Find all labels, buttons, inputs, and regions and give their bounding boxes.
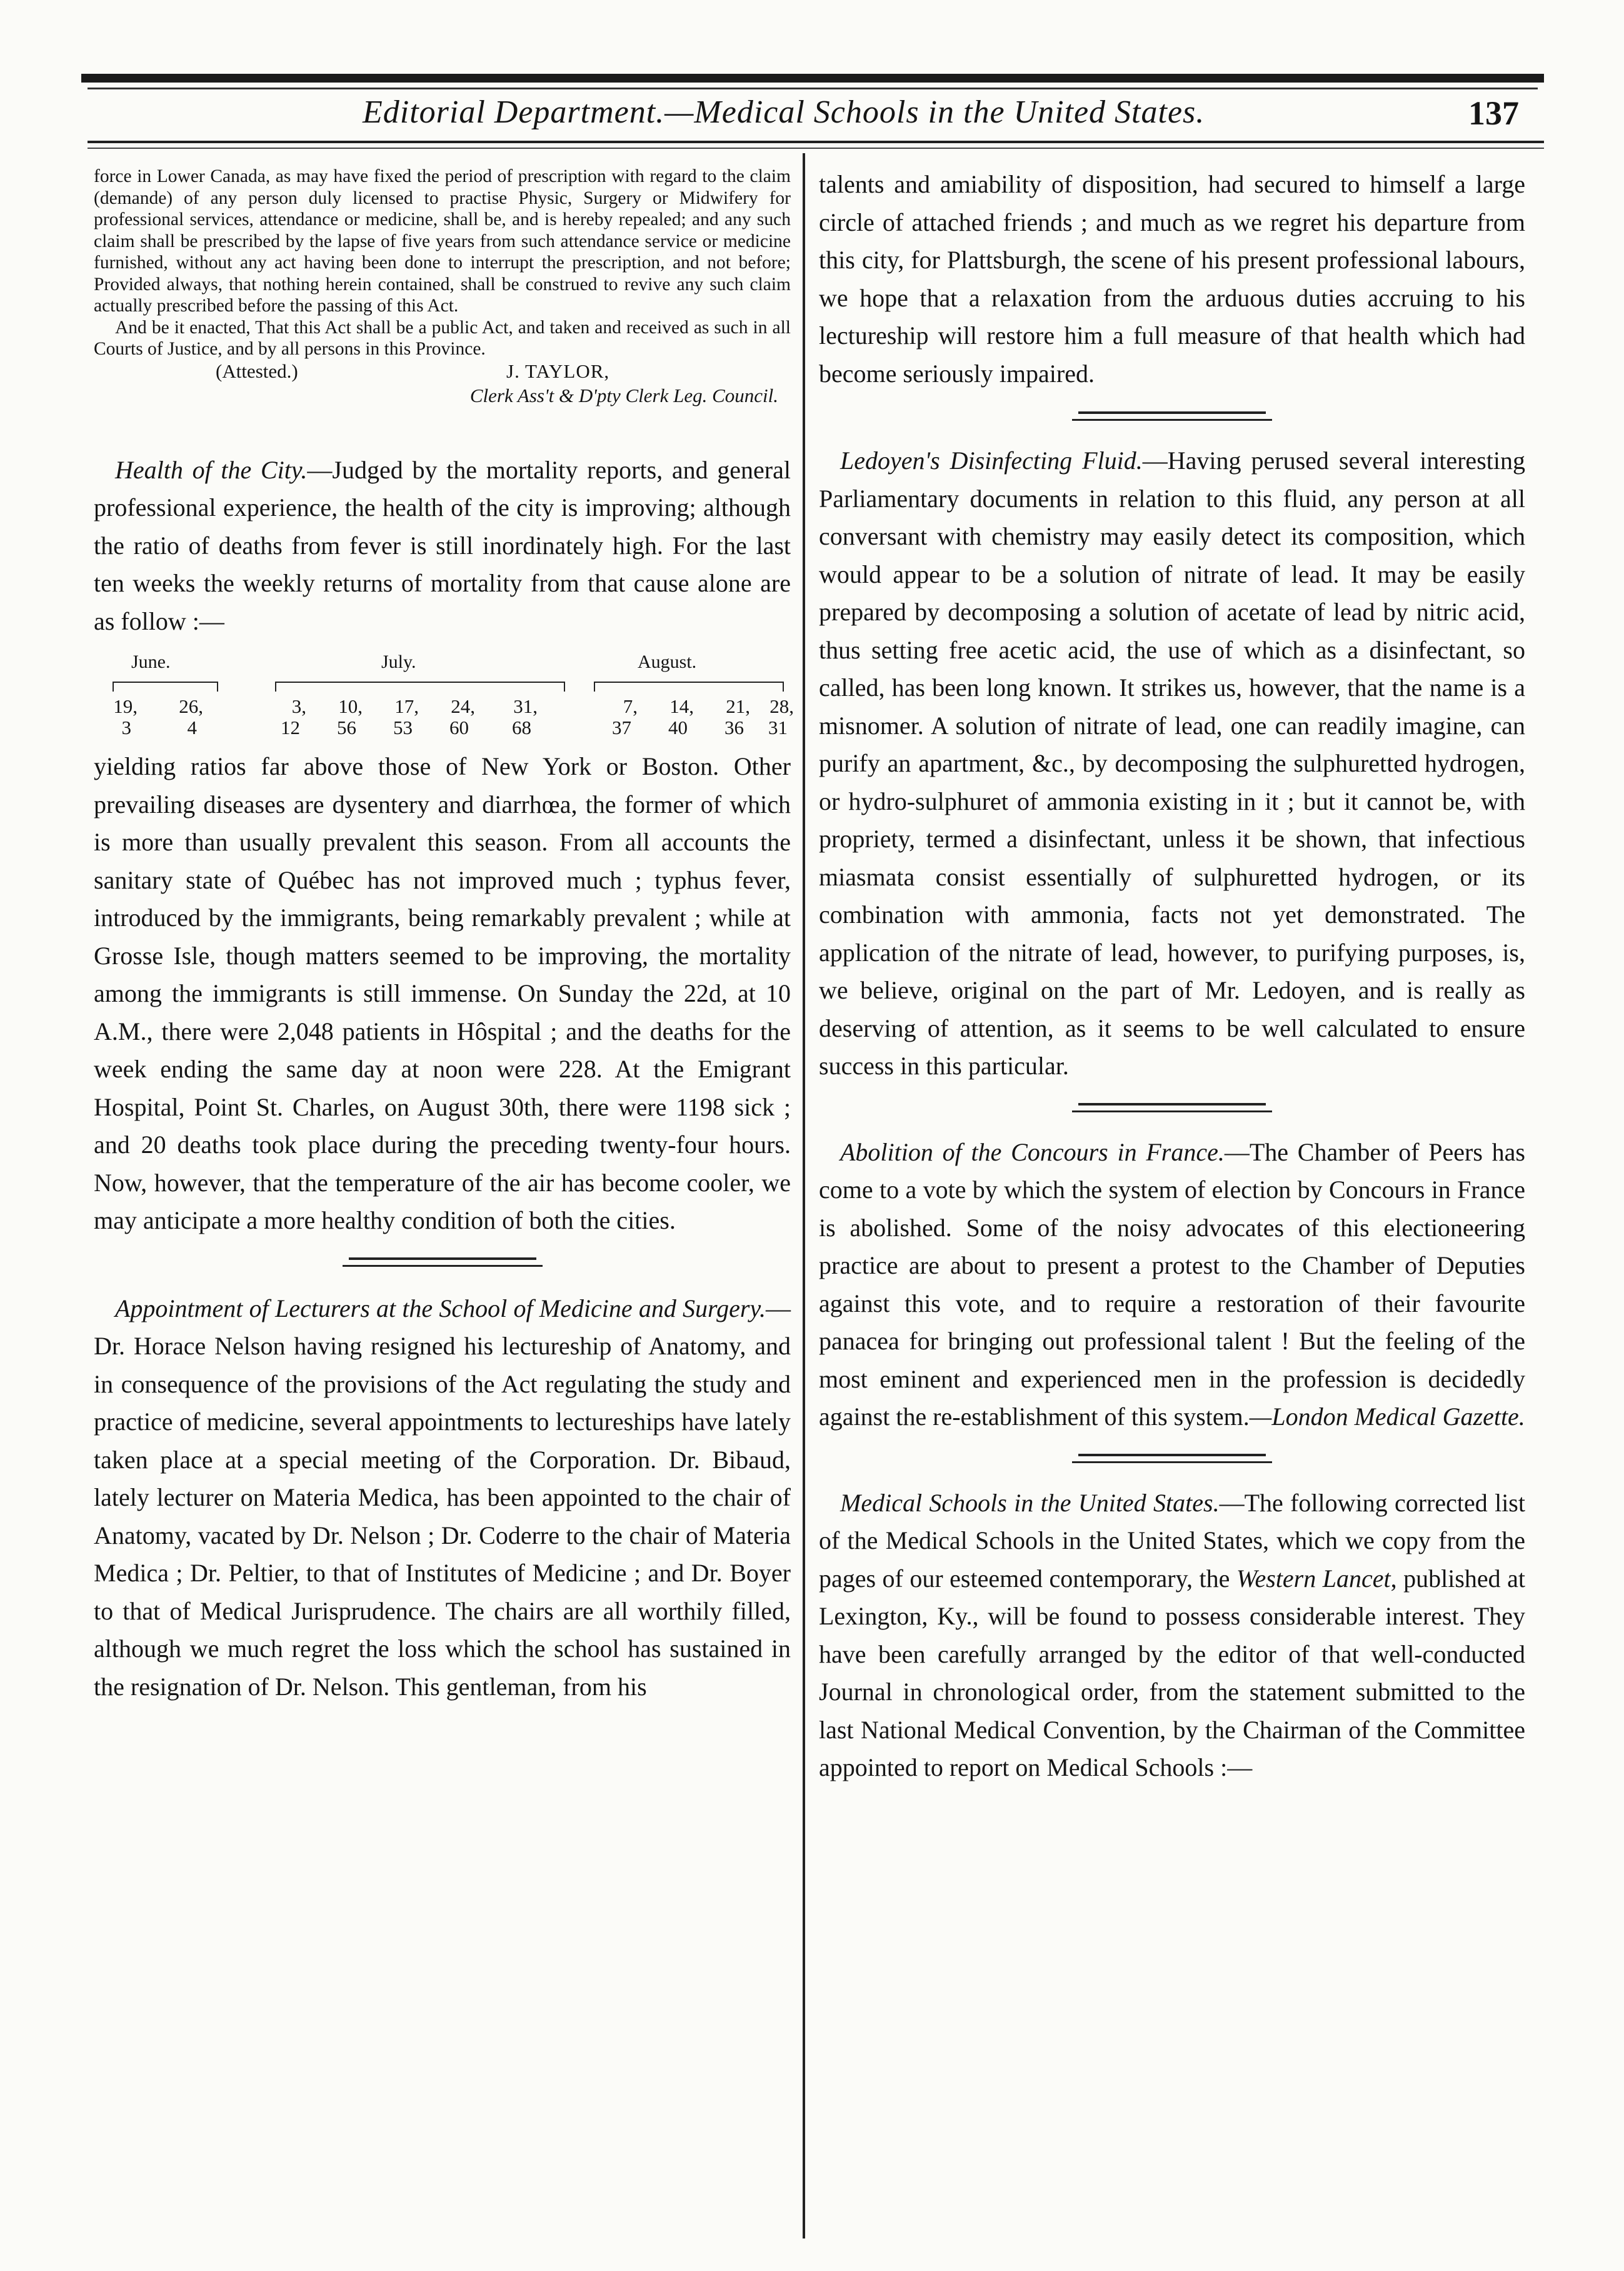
month-june: June. bbox=[131, 652, 171, 672]
mortality-deaths-cell: 4 bbox=[187, 717, 197, 738]
right-column bbox=[819, 166, 1525, 1787]
signatory-title: Clerk Ass't & D'pty Clerk Leg. Council. bbox=[469, 384, 778, 406]
page-number: 137 bbox=[1468, 94, 1519, 132]
mortality-deaths-cell: 31 bbox=[768, 717, 788, 738]
schools-text-end: , published at Lexington, Ky., will be found to possess considerable interest. They have been carefully arranged by the editor of that well-conducted Journal in chronological order, from the statement submitted to the last National Medical Convention, by the Chairman of the Committee appointed to report on Medical Schools :— bbox=[819, 1564, 1525, 1781]
mortality-deaths-cell: 36 bbox=[724, 717, 744, 738]
mortality-date-cell: 28, bbox=[769, 695, 794, 717]
mortality-date-cell: 21, bbox=[726, 695, 750, 717]
left-column bbox=[94, 166, 794, 1706]
header-rule-thin bbox=[88, 148, 1544, 149]
abolition-paragraph bbox=[819, 1134, 1525, 1436]
mortality-date-cell: 26, bbox=[179, 695, 203, 717]
appointment-heading: Appointment of Lecturers at the School of Medicine and Surgery. bbox=[115, 1294, 766, 1322]
schools-heading: Medical Schools in the United States. bbox=[840, 1488, 1220, 1517]
top-rule-thin bbox=[88, 88, 1538, 89]
mortality-deaths-cell: 3 bbox=[121, 717, 131, 738]
abolition-text: —The Chamber of Peers has come to a vote by which the system of election by Concours in France is abolished. Some of the noisy advocates of this electioneering practice are about to present a protest to the Chamber of Deputies against this vote, and to require a restoration of their favourite panacea for bringing out professional talent ! But the feeling of the most eminent and experienced men in the profession is decidedly against the re-establishment of this system. bbox=[819, 1137, 1525, 1431]
mortality-date-cell: 3, bbox=[291, 695, 306, 717]
mortality-date-cell: 31, bbox=[513, 695, 538, 717]
header-rule bbox=[88, 141, 1544, 143]
month-braces bbox=[94, 677, 791, 695]
mortality-table bbox=[94, 652, 794, 738]
mortality-dates-row bbox=[94, 695, 794, 717]
page-header bbox=[88, 94, 1544, 131]
health-intro: —Judged by the mortality reports, and general professional experience, the health of the city is improving; although the ratio of deaths from fever is still inordinately high. For the last ten weeks the weekly returns of mortality from that cause alone are as follow :— bbox=[94, 455, 791, 635]
column-divider bbox=[803, 153, 805, 2238]
mortality-deaths-cell: 37 bbox=[612, 717, 631, 738]
mortality-deaths-cell: 60 bbox=[449, 717, 469, 738]
act-continuation: force in Lower Canada, as may have fixed the period of prescription with regard to the claim (demande) of any person duly licensed to practise Physic, Surgery or Midwifery for professional services, attendance or medicine, shall be, and is hereby repealed; and any such claim shall be prescribed by the lapse of five years from such attendance service or medicine furnished, without any act having been done to interrupt the prescription, and not before; Provided always, that nothing herein contained, shall be construed to revive any such claim actually prescribed before the passing of this Act. bbox=[94, 166, 791, 316]
mortality-date-cell: 7, bbox=[623, 695, 638, 717]
mortality-date-cell: 19, bbox=[113, 695, 138, 717]
section-separator bbox=[1078, 411, 1266, 414]
signatory-name: J. TAYLOR, bbox=[506, 360, 610, 382]
mortality-deaths-cell: 53 bbox=[393, 717, 413, 738]
brace-august bbox=[594, 682, 784, 692]
brace-june bbox=[113, 682, 218, 692]
mortality-date-cell: 24, bbox=[451, 695, 475, 717]
section-separator bbox=[1078, 1454, 1266, 1456]
appointment-paragraph bbox=[94, 1290, 791, 1706]
month-july: July. bbox=[381, 652, 416, 672]
health-of-city-paragraph bbox=[94, 451, 791, 641]
brace-july bbox=[275, 682, 565, 692]
mortality-date-cell: 10, bbox=[338, 695, 363, 717]
running-head: Editorial Department.—Medical Schools in the United States. bbox=[363, 94, 1205, 130]
journal-name: Western Lancet bbox=[1236, 1564, 1391, 1593]
mortality-deaths-row bbox=[94, 717, 791, 738]
ledoyen-text: —Having perused several interesting Parliamentary documents in relation to this fluid, any person at all conversant with chemistry may easily detect its composition, which would appear to be a solution of nitrate of lead. It may be easily prepared by decomposing a solution of acetate of lead by nitric acid, thus setting free acetic acid, the use of which as a disinfectant, so called, has been long known. It strikes us, however, that the name is a misnomer. A solution of nitrate of lead, one can readily imagine, can purify an apartment, &c., by decomposing the sulphuretted hydrogen, or hydro-sulphuret of ammonia existing in it ; but it cannot be, with propriety, termed a disinfectant, unless it be shown, that infectious miasmata consist essentially of sulphuretted hydrogen, or its combination with ammonia, facts not yet demonstrated. The application of the nitrate of lead, however, to purifying purposes, is, we believe, original on the part of Mr. Ledoyen, and is really as deserving of attention, as it seems to be well calculated to ensure success in this particular. bbox=[819, 446, 1525, 1080]
top-rule bbox=[81, 74, 1544, 83]
mortality-date-cell: 17, bbox=[394, 695, 419, 717]
mortality-deaths-cell: 12 bbox=[281, 717, 300, 738]
act-enacted: And be it enacted, That this Act shall be a public Act, and taken and received as such in all Courts of Justice, and by all persons in this Province. bbox=[94, 317, 791, 359]
nelson-continued: talents and amiability of disposition, had secured to himself a large circle of attached friends ; and much as we regret his departure from this city, for Plattsburgh, the scene of his present professional labours, we hope that a relaxation from the arduous duties accruing to his lectureship will restore him a full measure of that health which had become seriously impaired. bbox=[819, 170, 1525, 388]
mortality-date-cell: 14, bbox=[669, 695, 694, 717]
ledoyen-paragraph bbox=[819, 442, 1525, 1085]
mortality-months bbox=[94, 652, 791, 677]
attested-label: (Attested.) bbox=[216, 360, 298, 382]
health-continued: yielding ratios far above those of New York or Boston. Other prevailing diseases are dysentery and diarrhœa, the former of which is more than usually prevalent this season. From all accounts the sanitary state of Québec has not improved much ; typhus fever, introduced by the immigrants, being remarkably prevalent ; while at Grosse Isle, though matters seemed to be improving, the mortality among the immigrants is still immense. On Sunday the 22d, at 10 A.M., there were 2,048 patients in Hôspital ; and the deaths for the week ending the same day at noon were 228. At the Emigrant Hospital, Point St. Charles, on August 30th, there were 1198 sick ; and 20 deaths took place during the preceding twenty-four hours. Now, however, that the temperature of the air has become cooler, we may anticipate a more healthy condition of both the cities. bbox=[94, 752, 791, 1234]
appointment-text: —Dr. Horace Nelson having resigned his lectureship of Anatomy, and in consequence of the provisions of the Act regulating the study and practice of medicine, several appointments to lectureships have lately taken place at a special meeting of the Corporation. Dr. Bibaud, lately lecturer on Materia Medica, has been appointed to the chair of Anatomy, vacated by Dr. Nelson ; Dr. Coderre to the chair of Materia Medica ; Dr. Peltier, to that of Institutes of Medicine ; and Dr. Boyer to that of Medical Jurisprudence. The chairs are all worthily filled, although we much regret the loss which the school has sustained in the resignation of Dr. Nelson. This gentleman, from his bbox=[94, 1294, 791, 1701]
attestation bbox=[94, 360, 791, 384]
mortality-deaths-cell: 40 bbox=[668, 717, 688, 738]
mortality-deaths-cell: 68 bbox=[512, 717, 531, 738]
ledoyen-heading: Ledoyen's Disinfecting Fluid. bbox=[840, 446, 1143, 475]
month-august: August. bbox=[638, 652, 697, 672]
schools-paragraph bbox=[819, 1484, 1525, 1787]
section-separator bbox=[1078, 1103, 1266, 1105]
abolition-source: —London Medical Gazette. bbox=[1249, 1402, 1525, 1431]
mortality-deaths-cell: 56 bbox=[337, 717, 356, 738]
health-heading: Health of the City. bbox=[115, 455, 308, 484]
schools-text-start: —The following corrected list of the Medical Schools in the United States, which we copy from the pages of our esteemed contemporary, the bbox=[819, 1488, 1525, 1593]
section-separator bbox=[349, 1257, 536, 1260]
abolition-heading: Abolition of the Concours in France. bbox=[840, 1137, 1225, 1166]
